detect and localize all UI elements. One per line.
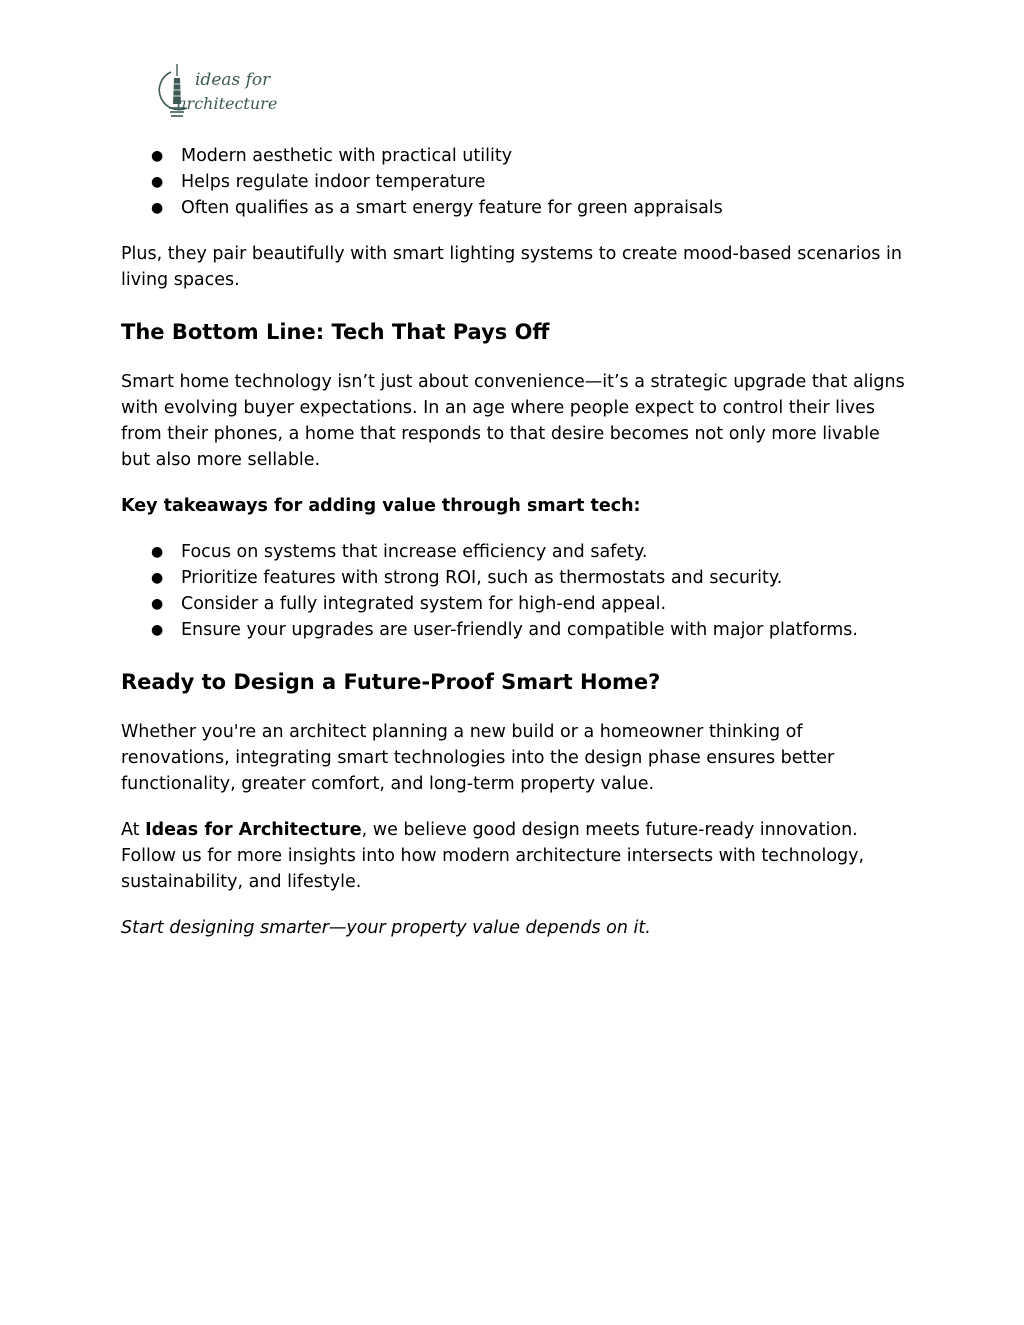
feature-list: [121, 143, 911, 221]
bullet-icon: ●: [151, 570, 164, 586]
brand-logo: [157, 64, 278, 122]
list-item: ● Often qualifies as a smart energy feature for green appraisals: [121, 195, 911, 221]
paragraph-at: At Ideas for Architecture, we believe good design meets future-ready innovation. Follow us for more insights into how modern architecture intersects with technology, sustainability, and lifestyle.: [121, 820, 865, 892]
bullet-icon: ●: [151, 200, 164, 216]
bullet-icon: ●: [151, 622, 164, 638]
paragraph-plus: Plus, they pair beautifully with smart lighting systems to create mood-based scenarios in living spaces.: [121, 244, 902, 290]
list-item: ● Helps regulate indoor temperature: [121, 169, 911, 195]
heading-bottom-line: The Bottom Line: Tech That Pays Off: [121, 320, 550, 344]
closing-line: Start designing smarter—your property value depends on it.: [121, 918, 651, 938]
heading-ready: Ready to Design a Future-Proof Smart Home?: [121, 670, 661, 694]
bullet-icon: ●: [151, 148, 164, 164]
bullet-icon: ●: [151, 544, 164, 560]
bullet-icon: ●: [151, 596, 164, 612]
list-item: ● Consider a fully integrated system for high-end appeal.: [121, 591, 911, 617]
paragraph-whether: Whether you're an architect planning a new build or a homeowner thinking of renovations, integrating smart technologies into the design phase ensures better functionality, greater comfort, and long-term property value.: [121, 722, 835, 794]
list-item: ● Ensure your upgrades are user-friendly and compatible with major platforms.: [121, 617, 911, 643]
logo-text-line2: architecture: [177, 94, 278, 113]
document-body: [121, 143, 911, 941]
list-item: ● Modern aesthetic with practical utility: [121, 143, 911, 169]
list-item: ● Focus on systems that increase efficiency and safety.: [121, 539, 911, 565]
paragraph-smart-home: Smart home technology isn’t just about convenience—it’s a strategic upgrade that aligns with evolving buyer expectations. In an age where people expect to control their lives from their phones, a home that responds to that desire becomes not only more livable but also more sellable.: [121, 372, 905, 470]
list-item: ● Prioritize features with strong ROI, such as thermostats and security.: [121, 565, 911, 591]
bullet-icon: ●: [151, 174, 164, 190]
brand-name: Ideas for Architecture: [145, 820, 362, 840]
key-takeaways-heading: Key takeaways for adding value through smart tech:: [121, 496, 641, 516]
takeaways-list: [121, 539, 911, 643]
logo-text-line1: ideas for: [195, 70, 271, 90]
